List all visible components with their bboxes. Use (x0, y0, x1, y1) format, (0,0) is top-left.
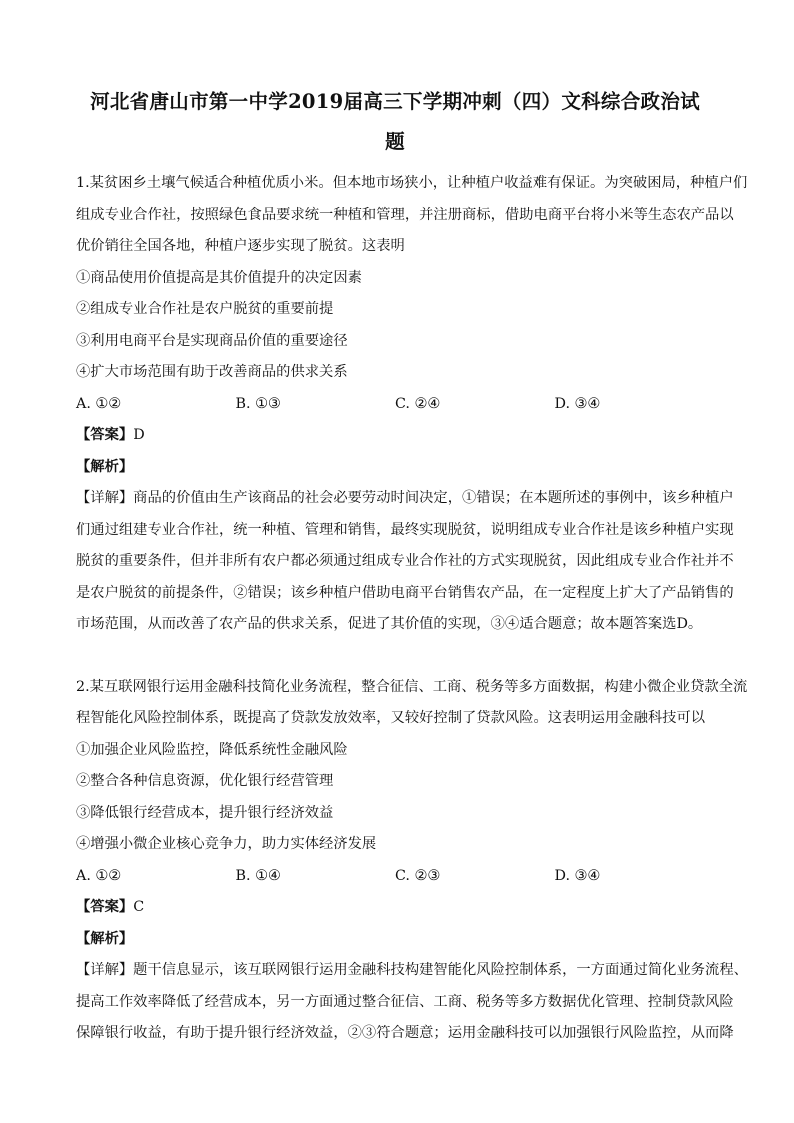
statement-item: ①商品使用价值提高是其价值提升的决定因素 (76, 269, 362, 286)
statement-item: ②组成专业合作社是农户脱贫的重要前提 (76, 301, 334, 317)
detail-line: 是农户脱贫的前提条件，②错误；该乡种植户借助电商平台销售农产品，在一定程度上扩大了产品销售的 (76, 584, 734, 601)
statement-item: ④扩大市场范围有助于改善商品的供求关系 (76, 364, 348, 380)
option-c: C. ②③ (395, 867, 441, 884)
answer-label: 【答案】 (76, 427, 134, 443)
stem-line: 组成专业合作社，按照绿色食品要求统一种植和管理，并注册商标，借助电商平台将小米等生态农产品以 (76, 206, 734, 223)
detail-line: 们通过组建专业合作社，统一种植、管理和销售，最终实现脱贫，说明组成专业合作社是该乡种植户实现 (76, 521, 734, 538)
option-a: A. ①② (76, 395, 122, 412)
question-1-options (76, 389, 714, 421)
analysis-label: 【解析】 (76, 930, 134, 947)
stem-line: 1.某贫困乡土壤气候适合种植优质小米。但本地市场狭小，让种植户收益难有保证。为突破困局，种植户们 (76, 175, 748, 191)
analysis-label: 【解析】 (76, 458, 134, 475)
statement-item: ②整合各种信息资源，优化银行经营管理 (76, 773, 334, 789)
detail-line: 市场范围，从而改善了农产品的供求关系，促进了其价值的实现，③④适合题意；故本题答案选D。 (76, 616, 703, 632)
stem-line: 优价销往全国各地，种植户逐步实现了脱贫。这表明 (76, 238, 405, 254)
question-2 (76, 672, 748, 1050)
detail-line: 保障银行收益，有助于提升银行经济效益，②③符合题意；运用金融科技可以加强银行风险监控，从而降 (76, 1025, 734, 1041)
statement-item: ③降低银行经营成本，提升银行经济效益 (76, 804, 334, 821)
answer-value: C (133, 899, 145, 915)
stem-line: 2.某互联网银行运用金融科技简化业务流程，整合征信、工商、税务等多方面数据，构建小微企业贷款全流 (76, 678, 748, 695)
question-1-detail (76, 483, 734, 641)
option-a: A. ①② (76, 867, 122, 884)
question-spacer (76, 641, 714, 672)
title-line-1: 河北省唐山市第一中学2019届高三下学期冲刺（四）文科综合政治试 (90, 90, 700, 113)
option-b: B. ①③ (235, 395, 281, 412)
detail-line: 提高工作效率降低了经营成本，另一方面通过整合征信、工商、税务等多方数据优化管理、控制贷款风险 (76, 993, 734, 1010)
option-d: D. ③④ (554, 867, 601, 884)
question-1-stem (76, 168, 748, 263)
statement-item: ③利用电商平台是实现商品价值的重要途径 (76, 332, 348, 349)
document-title (76, 82, 714, 162)
statement-item: ①加强企业风险监控，降低系统性金融风险 (76, 741, 348, 758)
title-line-2: 题 (385, 130, 405, 153)
question-2-options (76, 861, 714, 893)
question-1 (76, 168, 748, 641)
option-b: B. ①④ (235, 867, 281, 884)
detail-line: 【详解】商品的价值由生产该商品的社会必要劳动时间决定，①错误；在本题所述的事例中，该乡种植户 (76, 490, 734, 506)
question-1-statements (76, 263, 714, 389)
stem-line: 程智能化风险控制体系，既提高了贷款发放效率，又较好控制了贷款风险。这表明运用金融科技可以 (76, 710, 706, 726)
question-2-statements (76, 735, 714, 861)
answer-value: D (133, 427, 145, 443)
detail-line: 脱贫的重要条件，但并非所有农户都必须通过组成专业合作社的方式实现脱贫，因此组成专业合作社并不 (76, 553, 734, 569)
question-2-stem (76, 672, 748, 735)
answer-line (76, 420, 714, 452)
question-2-detail (76, 955, 748, 1050)
option-d: D. ③④ (554, 395, 601, 412)
detail-line: 【详解】题干信息显示，该互联网银行运用金融科技构建智能化风险控制体系，一方面通过简化业务流程、 (76, 962, 748, 978)
option-c: C. ②④ (395, 395, 441, 412)
answer-line (76, 892, 714, 924)
statement-item: ④增强小微企业核心竞争力，助力实体经济发展 (76, 836, 377, 852)
answer-label: 【答案】 (76, 899, 134, 915)
